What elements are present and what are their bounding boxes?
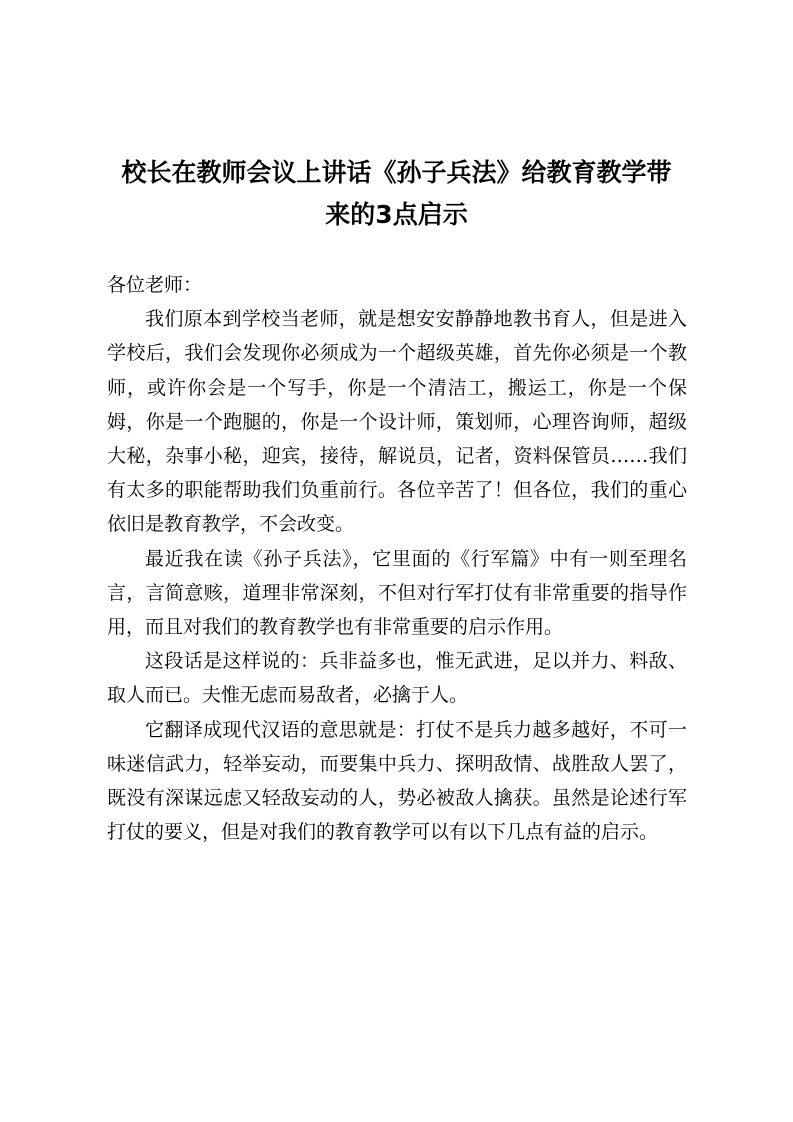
paragraph-2: 最近我在读《孙子兵法》，它里面的《行军篇》中有一则至理名言，言简意赅，道理非常深刻，不但对行军打仗有非常重要的指导作用，而且对我们的教育教学也有非常重要的启示作用。 [107,547,687,639]
document-title [100,152,693,236]
paragraph-3: 这段话是这样说的：兵非益多也，惟无武进，足以并力、料敌、取人而已。夫惟无虑而易敌者，必擒于人。 [107,650,687,707]
paragraph-1: 我们原本到学校当老师，就是想安安静静地教书育人，但是进入学校后，我们会发现你必须成为一个超级英雄，首先你必须是一个教师，或许你会是一个写手，你是一个清洁工，搬运工，你是一个保姆，你是一个跑腿的，你是一个设计师，策划师，心理咨询师，超级大秘，杂事小秘，迎宾，接待，解说员，记者，资料保管员……我们有太多的职能帮助我们负重前行。各位辛苦了！但各位，我们的重心依旧是教育教学，不会改变。 [107,308,687,536]
paragraph-4: 它翻译成现代汉语的意思就是：打仗不是兵力越多越好，不可一味迷信武力，轻举妄动，而要集中兵力、探明敌情、战胜敌人罢了，既没有深谋远虑又轻敌妄动的人，势必被敌人擒获。虽然是论述行军打仗的要义，但是对我们的教育教学可以有以下几点有益的启示。 [107,718,687,844]
title-line-2: 来的3点启示 [325,200,468,229]
salutation: 各位老师： [107,274,203,296]
title-line-1: 校长在教师会议上讲话《孙子兵法》给教育教学带 [121,158,672,187]
document-body [107,268,687,849]
